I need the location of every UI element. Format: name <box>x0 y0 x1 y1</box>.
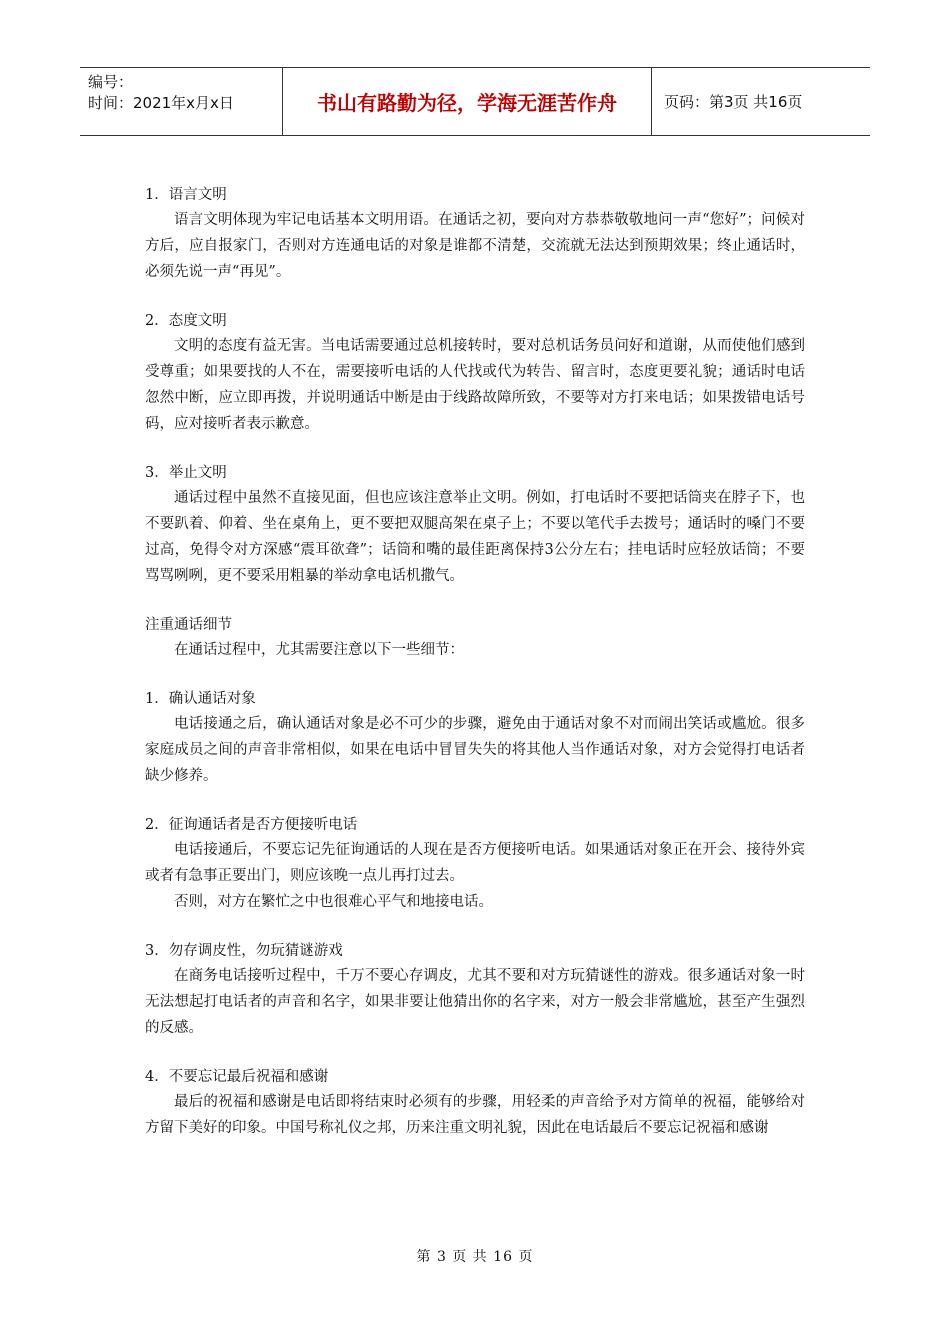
section <box>145 183 805 285</box>
section <box>145 309 805 437</box>
section-heading: 注重通话细节 <box>145 617 232 633</box>
section-paragraph: 语言文明体现为牢记电话基本文明用语。在通话之初，要向对方恭恭敬敬地问一声“您好”；问候对方后，应自报家门，否则对方连通电话的对象是谁都不清楚，交流就无法达到预期效果；终止通话时，必须先说一声“再见”。 <box>145 212 805 280</box>
header-page-number: 页码：第3页 共16页 <box>664 93 803 111</box>
section-heading: 1．语言文明 <box>145 187 227 203</box>
section-heading: 2．征询通话者是否方便接听电话 <box>145 817 358 833</box>
section-heading: 4．不要忘记最后祝福和感谢 <box>145 1069 329 1085</box>
document-time: 时间：2021年x月x日 <box>88 94 234 112</box>
page-header <box>80 67 870 136</box>
section-paragraph: 在商务电话接听过程中，千万不要心存调皮，尤其不要和对方玩猜谜性的游戏。很多通话对象一时无法想起打电话者的声音和名字，如果非要让他猜出你的名字来，对方一般会非常尴尬，甚至产生强烈的反感。 <box>145 968 805 1036</box>
page-footer: 第 3 页 共 16 页 <box>416 1249 534 1265</box>
section <box>145 1065 805 1141</box>
section <box>145 939 805 1041</box>
section-heading: 2．态度文明 <box>145 313 227 329</box>
document-number: 编号： <box>88 73 134 91</box>
section-paragraph: 否则，对方在繁忙之中也很难心平气和地接电话。 <box>174 894 493 910</box>
section-paragraph: 在通话过程中，尤其需要注意以下一些细节： <box>174 642 464 658</box>
section <box>145 687 805 789</box>
section <box>145 813 805 915</box>
section <box>145 613 805 663</box>
section-paragraph: 通话过程中虽然不直接见面，但也应该注意举止文明。例如，打电话时不要把话筒夹在脖子下，也不要趴着、仰着、坐在桌角上，更不要把双腿高架在桌子上；不要以笔代手去拨号；通话时的嗓门不要过高，免得令对方深感“震耳欲聋”；话筒和嘴的最佳距离保持3公分左右；挂电话时应轻放话筒；不要骂骂咧咧，更不要采用粗暴的举动拿电话机撒气。 <box>145 490 805 584</box>
document-body <box>145 183 805 1165</box>
section <box>145 461 805 589</box>
section-paragraph: 电话接通之后，确认通话对象是必不可少的步骤，避免由于通话对象不对而闹出笑话或尴尬。很多家庭成员之间的声音非常相似，如果在电话中冒冒失失的将其他人当作通话对象，对方会觉得打电话者缺少修养。 <box>145 716 805 784</box>
section-heading: 1．确认通话对象 <box>145 691 256 707</box>
header-motto: 书山有路勤为径，学海无涯苦作舟 <box>283 68 652 135</box>
section-paragraph: 电话接通后，不要忘记先征询通话的人现在是否方便接听电话。如果通话对象正在开会、接待外宾或者有急事正要出门，则应该晚一点儿再打过去。 <box>145 842 805 884</box>
section-paragraph: 文明的态度有益无害。当电话需要通过总机接转时，要对总机话务员问好和道谢，从而使他们感到受尊重；如果要找的人不在，需要接听电话的人代找或代为转告、留言时，态度更要礼貌；通话时电话忽然中断，应立即再拨，并说明通话中断是由于线路故障所致，不要等对方打来电话；如果拨错电话号码，应对接听者表示歉意。 <box>145 338 805 432</box>
header-meta <box>80 68 283 135</box>
section-heading: 3．勿存调皮性，勿玩猜谜游戏 <box>145 943 343 959</box>
section-paragraph: 最后的祝福和感谢是电话即将结束时必须有的步骤，用轻柔的声音给予对方简单的祝福，能够给对方留下美好的印象。中国号称礼仪之邦，历来注重文明礼貌，因此在电话最后不要忘记祝福和感谢 <box>145 1094 805 1136</box>
section-heading: 3．举止文明 <box>145 465 227 481</box>
